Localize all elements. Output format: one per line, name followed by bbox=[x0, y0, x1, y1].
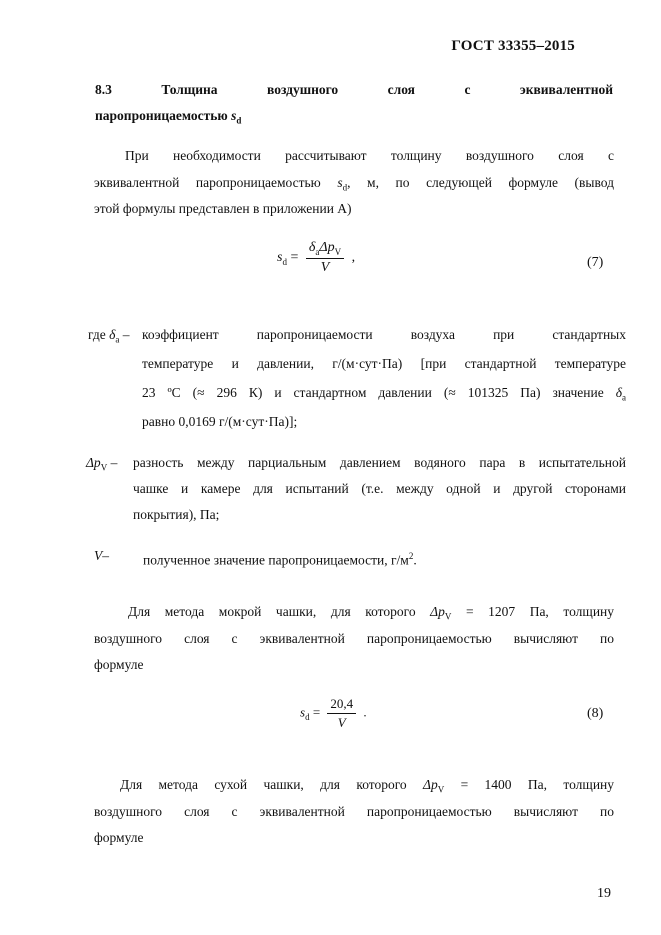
where-delta-line3-symbol: δ bbox=[615, 385, 622, 400]
para3-line1-after: толщину bbox=[563, 777, 615, 792]
where-delta-sub: a bbox=[115, 334, 120, 345]
where-delta-symbol: δ bbox=[109, 327, 116, 342]
where-v-end: . bbox=[413, 552, 417, 568]
para1-line2-before: эквивалентной паропроницаемостью bbox=[94, 175, 321, 190]
para3-line1-before: Для метода сухой чашки, для которого bbox=[120, 777, 407, 792]
f7-dp: Δp bbox=[319, 240, 335, 255]
heading-symbol: s bbox=[231, 108, 237, 123]
where-delta-line2: температуре и давлении, г/(м·сут·Па) [при стандартной температуре bbox=[142, 356, 626, 371]
where-v-sup: 2 bbox=[408, 551, 414, 561]
where-v-symbol: V bbox=[94, 548, 103, 563]
where-v-dash: – bbox=[102, 548, 109, 563]
para1-symbol: s bbox=[337, 175, 343, 190]
f8-den-v: V bbox=[337, 715, 346, 730]
para3-line3: формуле bbox=[94, 830, 144, 845]
section-number: 8.3 bbox=[95, 82, 112, 97]
where-dp-line3: покрытия), Па; bbox=[133, 507, 220, 522]
f7-den-v: V bbox=[320, 259, 330, 275]
where-delta-line4: равно 0,0169 г/(м·сут·Па)]; bbox=[142, 414, 298, 429]
para1-line2-after: , м, по следующей формуле (вывод bbox=[347, 175, 614, 190]
f7-lhs: s bbox=[277, 250, 283, 266]
section-heading-line2 bbox=[95, 103, 613, 134]
f7-numerator bbox=[306, 240, 344, 259]
para1-symbol-sub: d bbox=[342, 182, 348, 193]
para2-line1-before: Для метода мокрой чашки, для которого bbox=[128, 604, 416, 619]
f7-lhs-sub: d bbox=[282, 256, 287, 267]
where-delta-line1: коэффициент паропроницаемости воздуха при стандартных bbox=[142, 327, 626, 342]
f7-eq: = bbox=[290, 250, 299, 266]
para2-dp: Δp bbox=[430, 604, 445, 619]
where-word: где bbox=[88, 327, 106, 342]
heading-word-2: воздушного bbox=[267, 82, 339, 97]
heading-word-1: Толщина bbox=[161, 82, 218, 97]
f8-denominator bbox=[327, 714, 356, 731]
f8-fraction bbox=[327, 696, 356, 731]
para2-line1-after: толщину bbox=[563, 604, 615, 619]
heading-word-5: эквивалентной bbox=[519, 82, 613, 97]
f7-denominator bbox=[306, 259, 344, 276]
where-v-line1 bbox=[143, 543, 417, 574]
section-heading-line1 bbox=[95, 77, 613, 103]
where-v bbox=[94, 543, 109, 569]
f8-tail: . bbox=[363, 704, 367, 720]
para1-line3: этой формулы представлен в приложении А) bbox=[94, 201, 352, 216]
para3-value: = 1400 Па, bbox=[460, 777, 548, 792]
where-intro bbox=[88, 322, 130, 353]
f7-dp-sub: V bbox=[334, 246, 342, 257]
heading-symbol-sub: d bbox=[236, 115, 242, 126]
where-dp-sub: V bbox=[100, 462, 108, 473]
para3-line2: воздушного слоя с эквивалентной паропроницаемостью вычисляют по bbox=[94, 804, 614, 819]
para2-value: = 1207 Па, bbox=[465, 604, 549, 619]
heading-text: паропроницаемостью bbox=[95, 108, 228, 123]
para2-line2: воздушного слоя с эквивалентной паропроницаемостью вычисляют по bbox=[94, 631, 614, 646]
formula-7 bbox=[277, 240, 355, 276]
where-dp-dash: – bbox=[110, 455, 118, 470]
para3-dp: Δp bbox=[423, 777, 438, 792]
formula-8-number: (8) bbox=[587, 706, 604, 721]
f7-delta: δ bbox=[308, 240, 316, 255]
para3-dp-sub: V bbox=[437, 784, 445, 795]
f8-lhs-sub: d bbox=[305, 712, 310, 723]
para1-line1: При необходимости рассчитывают толщину воздушного слоя с bbox=[125, 148, 614, 163]
where-delta-line3 bbox=[142, 380, 626, 411]
f7-delta-sub: a bbox=[315, 246, 320, 257]
f8-eq: = bbox=[312, 704, 321, 720]
where-dp-line1: разность между парциальным давлением водяного пара в испытательной bbox=[133, 455, 626, 470]
where-dp-line2: чашке и камере для испытаний (т.е. между одной и другой сторонами bbox=[133, 481, 626, 496]
para2-dp-sub: V bbox=[444, 611, 452, 622]
formula-7-number: (7) bbox=[587, 255, 604, 270]
where-v-text: полученное значение паропроницаемости, г/м bbox=[143, 552, 409, 568]
page-number: 19 bbox=[597, 886, 611, 901]
f8-numerator: 20,4 bbox=[327, 696, 356, 714]
where-delta-dash: – bbox=[122, 327, 130, 342]
f8-lhs: s bbox=[300, 704, 306, 720]
formula-8 bbox=[300, 696, 367, 731]
where-delta-line3-sub: a bbox=[622, 392, 626, 403]
where-dp-symbol: Δp bbox=[86, 455, 101, 470]
heading-word-4: с bbox=[464, 82, 471, 97]
where-dp bbox=[86, 450, 117, 481]
f7-fraction bbox=[306, 240, 344, 276]
f7-tail: , bbox=[351, 250, 356, 266]
document-number: ГОСТ 33355–2015 bbox=[451, 38, 575, 54]
where-delta-line3-text: 23 ºС (≈ 296 К) и стандартном давлении (≈ 101325 Па) значение bbox=[142, 385, 604, 400]
para2-line3: формуле bbox=[94, 657, 144, 672]
heading-word-3: слоя bbox=[387, 82, 415, 97]
